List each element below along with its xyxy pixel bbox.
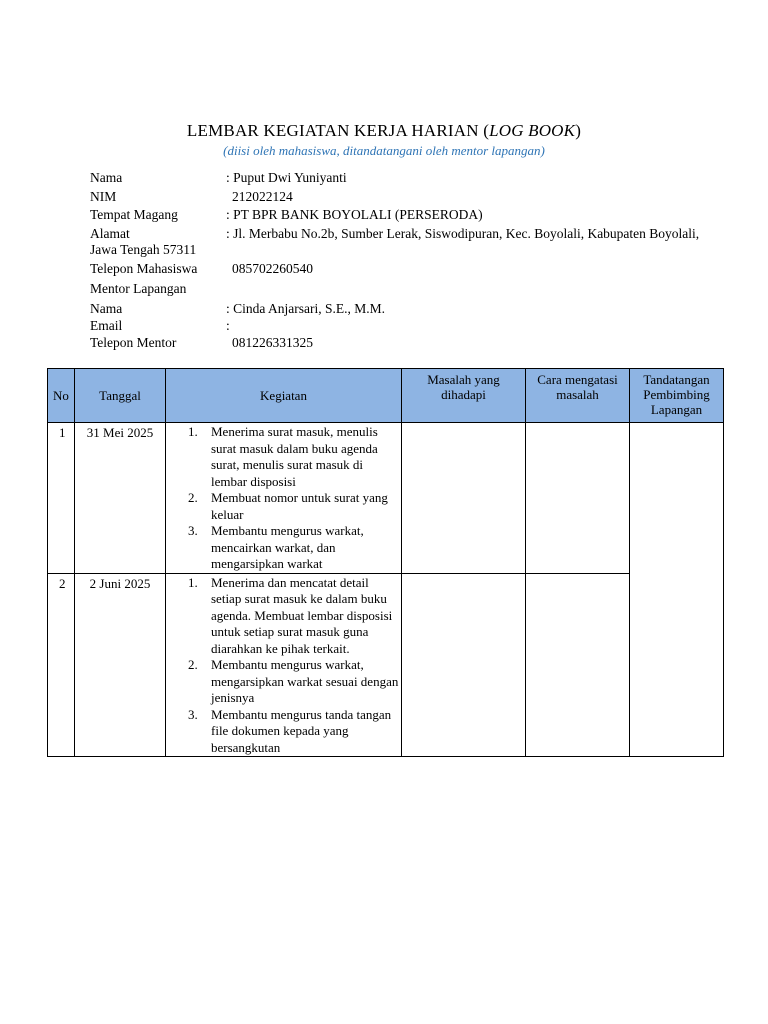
row-masalah bbox=[402, 423, 526, 574]
info-row-email bbox=[90, 318, 750, 335]
activity-text: Membuat nomor untuk surat yang keluar bbox=[211, 490, 388, 522]
mentor-nama-label: Nama bbox=[90, 300, 123, 316]
info-row-alamat bbox=[90, 226, 750, 261]
tempat-label: Tempat Magang bbox=[90, 207, 178, 222]
info-row-telp-mentor bbox=[90, 335, 750, 354]
info-row-nama bbox=[90, 170, 750, 189]
info-row-nim bbox=[90, 189, 750, 208]
list-item bbox=[166, 523, 399, 573]
alamat-value: : Jl. Merbabu No.2b, Sumber Lerak, Siswodipuran, Kec. Boyolali, Kabupaten Boyolali, bbox=[226, 225, 700, 241]
activity-list bbox=[166, 575, 399, 757]
activity-text: Membantu mengurus tanda tangan file dokumen kepada yang bersangkutan bbox=[211, 706, 392, 755]
page-subtitle: (diisi oleh mahasiswa, ditandatangani oleh mentor lapangan) bbox=[223, 143, 545, 158]
col-header-kegiatan: Kegiatan bbox=[166, 369, 402, 423]
log-table bbox=[47, 368, 724, 757]
mentor-nama-value: : Cinda Anjarsari, S.E., M.M. bbox=[226, 300, 385, 316]
activity-number: 1. bbox=[188, 424, 198, 439]
col-header-cara: Cara mengatasi masalah bbox=[526, 369, 630, 423]
page-title bbox=[0, 121, 768, 141]
row-kegiatan bbox=[166, 573, 402, 757]
table-row bbox=[48, 423, 724, 574]
row-kegiatan bbox=[166, 423, 402, 574]
tempat-value: : PT BPR BANK BOYOLALI (PERSERODA) bbox=[226, 207, 483, 222]
title-italic: LOG BOOK bbox=[489, 121, 576, 140]
signature-cell bbox=[630, 423, 724, 757]
list-item bbox=[166, 424, 399, 490]
title-main: LEMBAR KEGIATAN KERJA HARIAN ( bbox=[186, 121, 490, 140]
list-item bbox=[166, 490, 399, 523]
alamat-continuation: Jawa Tengah 57311 bbox=[90, 241, 197, 257]
col-header-masalah: Masalah yang dihadapi bbox=[402, 369, 526, 423]
mentor-lapangan-label: Mentor Lapangan bbox=[90, 280, 187, 296]
title-end: ) bbox=[575, 121, 582, 140]
info-row-mentor-nama bbox=[90, 301, 750, 318]
activity-number: 1. bbox=[188, 574, 198, 590]
row-tanggal: 31 Mei 2025 bbox=[75, 423, 166, 574]
nim-label: NIM bbox=[90, 188, 117, 204]
row-tanggal: 2 Juni 2025 bbox=[75, 573, 166, 757]
activity-number: 2. bbox=[188, 657, 198, 672]
email-value: : bbox=[226, 317, 230, 333]
row-no: 2 bbox=[48, 573, 75, 757]
activity-number: 2. bbox=[188, 490, 198, 505]
activity-list bbox=[166, 424, 399, 573]
student-info bbox=[90, 170, 750, 353]
email-label: Email bbox=[90, 317, 123, 333]
col-header-tandatangan: Tandatangan Pembimbing Lapangan bbox=[630, 369, 724, 423]
nama-label: Nama bbox=[90, 170, 123, 185]
activity-text: Membantu mengurus warkat, mencairkan warkat, dan mengarsipkan warkat bbox=[211, 523, 364, 571]
list-item bbox=[166, 657, 399, 707]
telp-mentor-label: Telepon Mentor bbox=[90, 334, 177, 350]
row-masalah bbox=[402, 573, 526, 757]
alamat-label: Alamat bbox=[90, 225, 130, 241]
nama-value: : Puput Dwi Yuniyanti bbox=[226, 170, 347, 185]
table-header-row bbox=[48, 369, 724, 423]
row-no: 1 bbox=[48, 423, 75, 574]
col-header-tanggal: Tanggal bbox=[75, 369, 166, 423]
activity-text: Membantu mengurus warkat, mengarsipkan warkat sesuai dengan jenisnya bbox=[211, 657, 399, 705]
telp-mahasiswa-label: Telepon Mahasiswa bbox=[90, 260, 198, 276]
info-row-tempat bbox=[90, 207, 750, 226]
nim-value: 212022124 bbox=[232, 188, 293, 204]
list-item bbox=[166, 575, 399, 658]
telp-mahasiswa-value: 085702260540 bbox=[232, 260, 313, 276]
table-row bbox=[48, 573, 724, 757]
row-cara bbox=[526, 573, 630, 757]
activity-number: 3. bbox=[188, 523, 198, 538]
telp-mentor-value: 081226331325 bbox=[232, 334, 313, 350]
info-row-telp-mahasiswa bbox=[90, 261, 750, 281]
info-row-mentor-heading bbox=[90, 281, 750, 301]
activity-text: Menerima surat masuk, menulis surat masuk dalam buku agenda surat, menulis surat masuk di lembar disposisi bbox=[211, 424, 378, 489]
list-item bbox=[166, 707, 399, 757]
col-header-no: No bbox=[48, 369, 75, 423]
activity-number: 3. bbox=[188, 706, 198, 722]
activity-text: Menerima dan mencatat detail setiap surat masuk ke dalam buku agenda. Membuat lembar disposisi untuk setiap surat masuk guna diarahkan ke pihak terkait. bbox=[211, 574, 393, 656]
row-cara bbox=[526, 423, 630, 574]
